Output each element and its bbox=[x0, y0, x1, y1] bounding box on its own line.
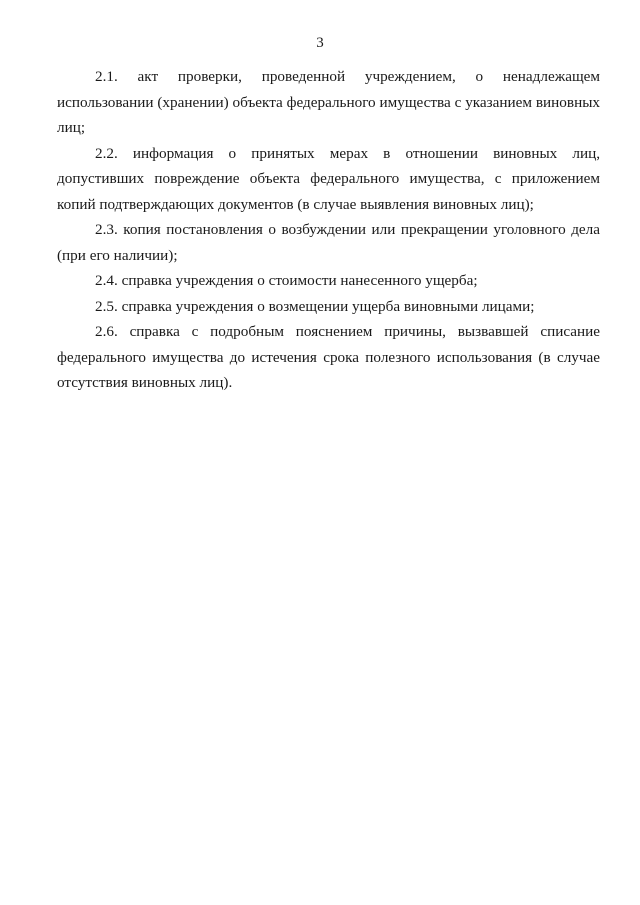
page-number: 3 bbox=[316, 35, 324, 51]
paragraph-2-6: 2.6. справка с подробным пояснением причины, вызвавшей списание федерального имущества до истечения срока полезного использования (в случае отсутствия виновных лиц). bbox=[57, 323, 600, 391]
document-body bbox=[57, 64, 600, 396]
paragraph-2-2: 2.2. информация о принятых мерах в отношении виновных лиц, допустивших повреждение объекта федерального имущества, с приложением копий подтверждающих документов (в случае выявления виновных лиц); bbox=[57, 144, 600, 213]
paragraph-2-4: 2.4. справка учреждения о стоимости нанесенного ущерба; bbox=[95, 272, 478, 289]
paragraph-2-5: 2.5. справка учреждения о возмещении ущерба виновными лицами; bbox=[95, 297, 535, 315]
paragraph-2-1: 2.1. акт проверки, проведенной учреждением, о ненадлежащем использовании (хранении) объекта федерального имущества с указанием виновных лиц; bbox=[57, 68, 600, 136]
paragraph-2-3: 2.3. копия постановления о возбуждении или прекращении уголовного дела (при его наличии); bbox=[57, 221, 600, 264]
